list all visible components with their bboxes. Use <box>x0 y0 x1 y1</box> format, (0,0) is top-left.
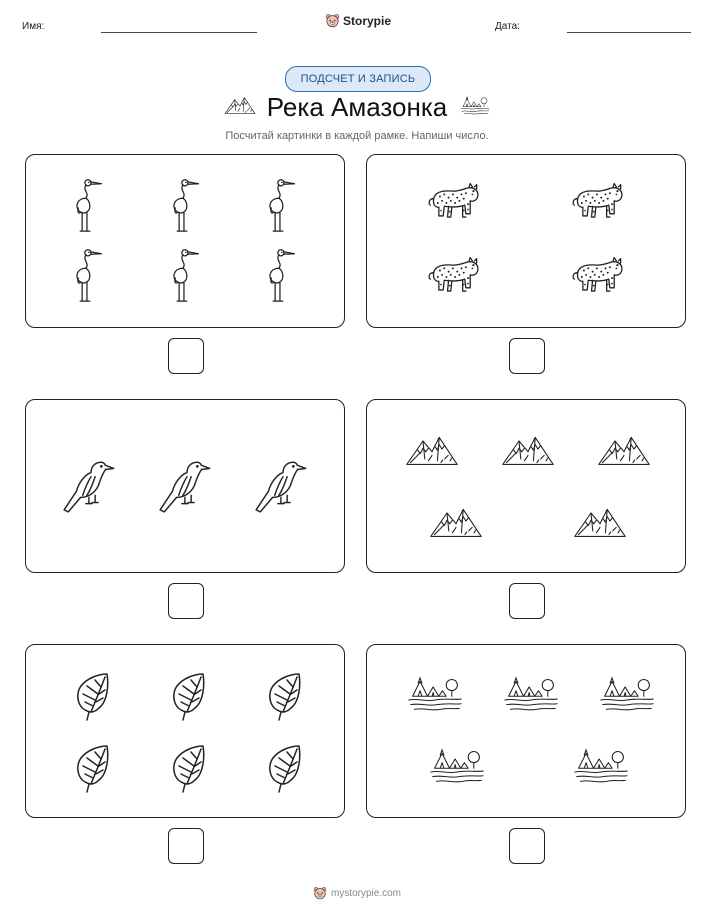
bear-logo-icon <box>313 886 327 900</box>
mountain-icon <box>573 502 627 542</box>
date-label: Дата: <box>495 21 520 32</box>
jaguar-icon <box>427 255 481 299</box>
counting-panel-leaves <box>25 644 345 818</box>
name-line[interactable] <box>101 32 257 33</box>
answer-box-birds[interactable] <box>168 583 204 619</box>
mountain-icon <box>429 502 483 542</box>
answer-box-herons[interactable] <box>168 338 204 374</box>
leaf-icon <box>167 671 207 723</box>
leaf-icon <box>71 743 111 795</box>
brand-logo <box>325 13 391 28</box>
footer-link[interactable]: mystorypie.com <box>330 887 401 899</box>
worksheet-header <box>0 0 714 50</box>
heron-icon <box>163 177 203 235</box>
mountain-icon <box>501 430 555 470</box>
answer-box-leaves[interactable] <box>168 828 204 864</box>
counting-panel-jaguars <box>366 154 686 328</box>
village-icon <box>429 743 485 787</box>
answer-box-jaguars[interactable] <box>509 338 545 374</box>
mountain-icon <box>597 430 651 470</box>
bird-icon <box>60 454 122 516</box>
mountain-icon <box>405 430 459 470</box>
village-icon <box>503 671 559 715</box>
bird-icon <box>252 454 314 516</box>
jaguar-icon <box>427 181 481 225</box>
page-title: Река Амазонка <box>266 92 448 122</box>
counting-panel-birds <box>25 399 345 573</box>
activity-badge: ПОДСЧЕТ И ЗАПИСЬ <box>285 66 431 92</box>
village-icon <box>460 93 490 117</box>
counting-panel-herons <box>25 154 345 328</box>
bird-icon <box>156 454 218 516</box>
leaf-icon <box>263 671 303 723</box>
jaguar-icon <box>571 181 625 225</box>
brand-name: Storypie <box>343 13 392 28</box>
leaf-icon <box>263 743 303 795</box>
leaf-icon <box>167 743 207 795</box>
village-icon <box>407 671 463 715</box>
heron-icon <box>259 177 299 235</box>
date-line[interactable] <box>567 32 691 33</box>
counting-panel-villages <box>366 644 686 818</box>
answer-box-villages[interactable] <box>509 828 545 864</box>
heron-icon <box>163 247 203 305</box>
jaguar-icon <box>571 255 625 299</box>
instruction-text: Посчитай картинки в каждой рамке. Напиши число. <box>225 130 489 142</box>
name-label: Имя: <box>22 21 45 32</box>
heron-icon <box>66 247 106 305</box>
bear-logo-icon <box>325 13 340 28</box>
answer-box-mountains[interactable] <box>509 583 545 619</box>
heron-icon <box>66 177 106 235</box>
counting-panel-mountains <box>366 399 686 573</box>
footer <box>0 886 714 900</box>
village-icon <box>573 743 629 787</box>
leaf-icon <box>71 671 111 723</box>
village-icon <box>599 671 655 715</box>
heron-icon <box>259 247 299 305</box>
